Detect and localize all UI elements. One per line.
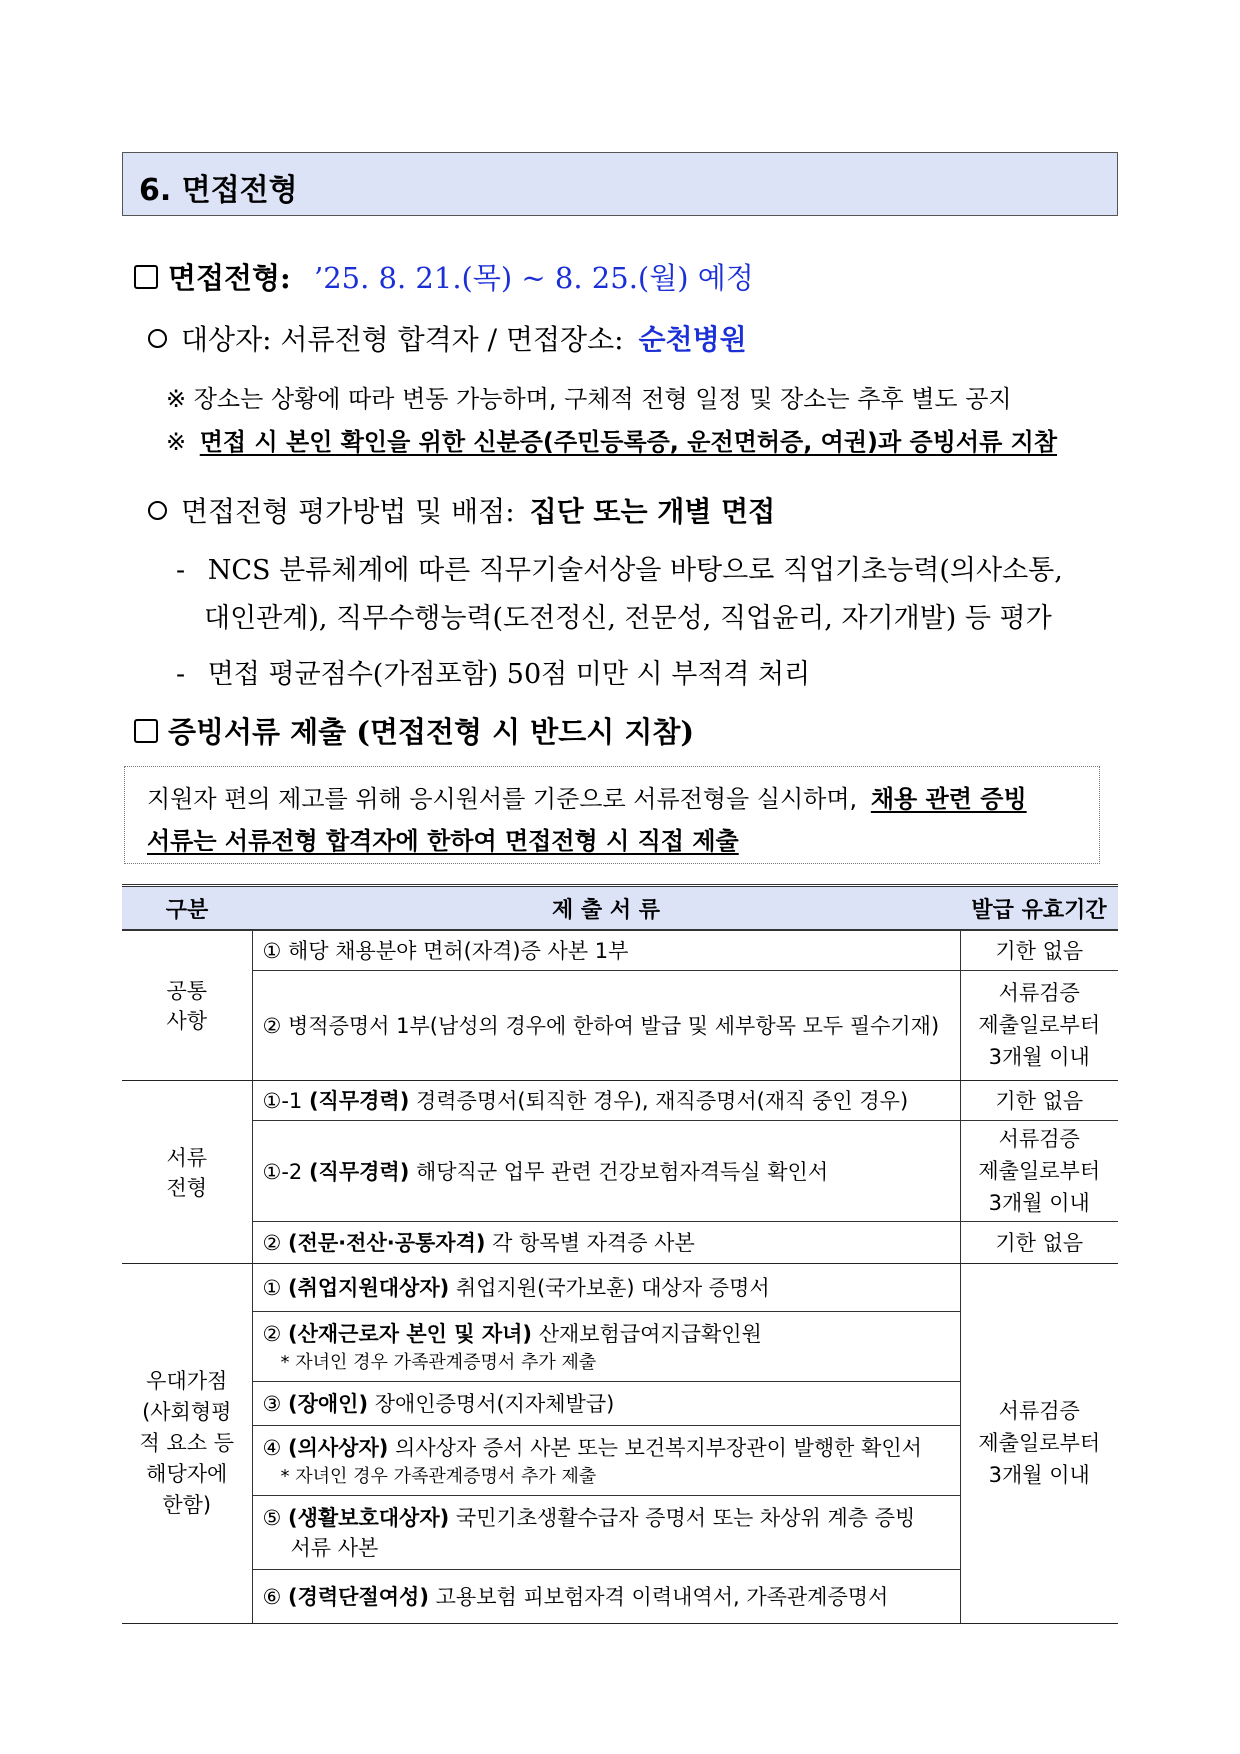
item-text: 취업지원(국가보훈) 대상자 증명서: [455, 1276, 770, 1300]
doc-cell: [252, 1495, 960, 1569]
item-text: 경력증명서(퇴직한 경우), 재직증명서(재직 중인 경우): [415, 1089, 909, 1113]
target-line: [148, 318, 747, 358]
doc-cell: [252, 1080, 960, 1120]
note2-mark: ※: [166, 428, 187, 456]
doc-cell: [252, 1569, 960, 1623]
item-category: (취업지원대상자): [288, 1276, 450, 1300]
item-category: (직무경력): [308, 1159, 410, 1184]
item-subnote: * 자녀인 경우 가족관계증명서 추가 제출: [280, 1352, 597, 1373]
item-category: (직무경력): [308, 1089, 410, 1113]
section-title: 6. 면접전형: [139, 173, 298, 208]
validity-cell: 기한 없음: [960, 1080, 1118, 1120]
dash-marker: -: [176, 555, 186, 586]
item-num: ④: [262, 1436, 282, 1460]
table-row: [122, 1221, 1118, 1263]
docs-heading-line: [134, 710, 694, 751]
doc-cell: [252, 1120, 960, 1221]
group-bonus: 우대가점 (사회형평 적 요소 등 해당자에 한함): [122, 1263, 252, 1623]
circle-bullet-icon: [148, 501, 167, 520]
header-documents: 제 출 서 류: [252, 886, 960, 931]
group-common: 공통 사항: [122, 930, 252, 1080]
notice-line1-plain: 지원자 편의 제고를 위해 응시원서를 기준으로 서류전형을 실시하며,: [147, 785, 858, 813]
method-bullet-2: [176, 652, 810, 691]
notice-line-2: [147, 821, 739, 856]
item-text: 장애인증명서(지자체발급): [374, 1392, 615, 1416]
notice-line1-bold: 채용 관련 증빙: [870, 785, 1027, 813]
doc-cell: ② 병적증명서 1부(남성의 경우에 한하여 발급 및 세부항목 모두 필수기재): [252, 970, 960, 1080]
notice-box: [124, 766, 1100, 864]
item-num: ①-2: [262, 1159, 303, 1184]
interview-date: ’25. 8. 21.(목) ~ 8. 25.(월) 예정: [313, 261, 754, 295]
note2-text: 면접 시 본인 확인을 위한 신분증(주민등록증, 운전면허증, 여권)과 증빙서류 지참: [199, 428, 1058, 456]
item-text: 국민기초생활수급자 증명서 또는 차상위 계층 증빙: [455, 1506, 916, 1530]
table-row: [122, 970, 1118, 1080]
method-line: [148, 490, 775, 530]
item-num: ①: [262, 1276, 282, 1300]
item-num: ①-1: [262, 1089, 303, 1113]
method-bullet-1-line1: NCS 분류체계에 따른 직무기술서상을 바탕으로 직업기초능력(의사소통,: [207, 555, 1063, 586]
notice-line-1: [147, 779, 1027, 814]
note-place-change: ※ 장소는 상황에 따라 변동 가능하며, 구체적 전형 일정 및 장소는 추후 별도 공지: [166, 385, 1012, 413]
checkbox-square-icon: [134, 719, 158, 743]
target-label: 대상자: 서류전형 합격자 / 면접장소:: [181, 323, 624, 356]
documents-table: [122, 884, 1118, 1624]
item-num: ②: [262, 1231, 282, 1255]
table-row: [122, 1263, 1118, 1311]
item-text: 고용보험 피보험자격 이력내역서, 가족관계증명서: [435, 1585, 889, 1609]
interview-place: 순천병원: [638, 323, 747, 356]
group-doc-screen: 서류 전형: [122, 1080, 252, 1263]
item-text: 의사상자 증서 사본 또는 보건복지부장관이 발행한 확인서: [395, 1436, 922, 1460]
validity-cell: 서류검증 제출일로부터 3개월 이내: [960, 1263, 1118, 1623]
validity-cell: 서류검증 제출일로부터 3개월 이내: [960, 1120, 1118, 1221]
header-category: 구분: [122, 886, 252, 931]
method-bullet-1: [176, 548, 1063, 587]
table-header-row: [122, 886, 1118, 931]
checkbox-square-icon: [134, 265, 158, 289]
circle-bullet-icon: [148, 329, 167, 348]
item-category: (장애인): [288, 1392, 369, 1416]
note-id-required: [166, 422, 1057, 457]
item-category: (의사상자): [288, 1436, 389, 1460]
doc-cell: [252, 1263, 960, 1311]
table-row: [122, 930, 1118, 970]
dash-marker: -: [176, 659, 186, 690]
item-category: (생활보호대상자): [288, 1506, 450, 1530]
doc-cell: [252, 1221, 960, 1263]
item-text: 해당직군 업무 관련 건강보험자격득실 확인서: [415, 1159, 829, 1184]
item-subnote: * 자녀인 경우 가족관계증명서 추가 제출: [280, 1466, 597, 1487]
method-bullet-2-text: 면접 평균점수(가점포함) 50점 미만 시 부적격 처리: [207, 659, 811, 690]
doc-cell: [252, 1381, 960, 1425]
section-header: [122, 152, 1118, 216]
item-category: (경력단절여성): [288, 1585, 429, 1609]
item-text-line2: 서류 사본: [290, 1536, 379, 1560]
validity-cell: 기한 없음: [960, 1221, 1118, 1263]
item-category: (산재근로자 본인 및 자녀): [288, 1322, 533, 1346]
doc-cell: [252, 1311, 960, 1381]
item-text: 각 항목별 자격증 사본: [492, 1231, 695, 1255]
doc-cell: ① 해당 채용분야 면허(자격)증 사본 1부: [252, 930, 960, 970]
item-num: ②: [262, 1322, 282, 1346]
item-num: ⑥: [262, 1585, 282, 1609]
header-validity: 발급 유효기간: [960, 886, 1118, 931]
notice-line2-bold: 서류는 서류전형 합격자에 한하여 면접전형 시 직접 제출: [147, 827, 739, 855]
method-value: 집단 또는 개별 면접: [529, 495, 776, 528]
interview-schedule-line: [134, 256, 754, 297]
interview-label: 면접전형:: [168, 261, 291, 295]
method-label: 면접전형 평가방법 및 배점:: [181, 495, 515, 528]
doc-cell: [252, 1425, 960, 1495]
table-row: [122, 1120, 1118, 1221]
item-num: ③: [262, 1392, 282, 1416]
item-num: ⑤: [262, 1506, 282, 1530]
docs-heading: 증빙서류 제출 (면접전형 시 반드시 지참): [168, 715, 695, 749]
validity-cell: 서류검증 제출일로부터 3개월 이내: [960, 970, 1118, 1080]
method-bullet-1-line2: 대인관계), 직무수행능력(도전정신, 전문성, 직업윤리, 자기개발) 등 평가: [204, 603, 1052, 634]
item-category: (전문·전산·공통자격): [288, 1231, 486, 1255]
validity-cell: 기한 없음: [960, 930, 1118, 970]
item-text: 산재보험급여지급확인원: [538, 1322, 762, 1346]
table-row: [122, 1080, 1118, 1120]
